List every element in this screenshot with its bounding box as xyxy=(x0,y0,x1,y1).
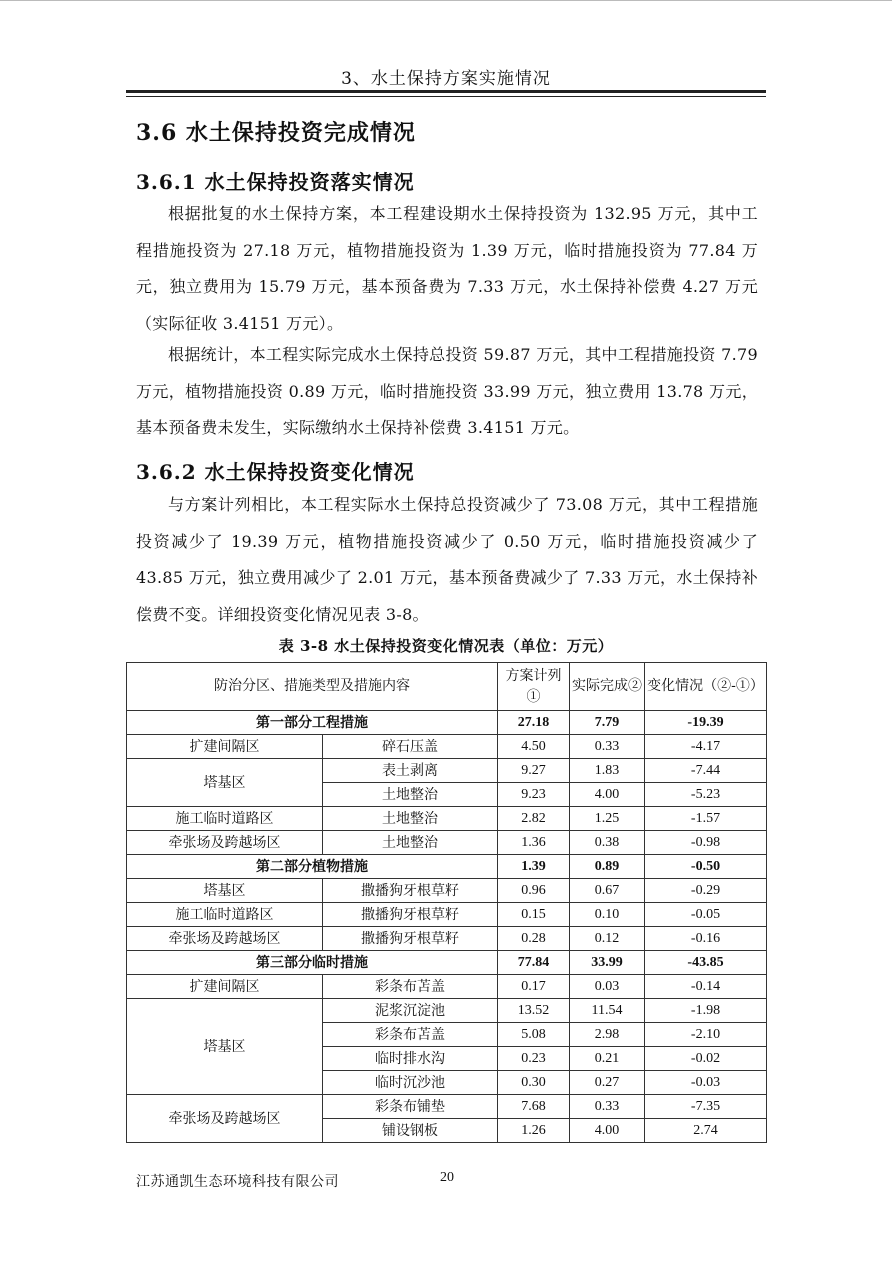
actual-value: 0.27 xyxy=(570,1071,645,1095)
zone-cell: 扩建间隔区 xyxy=(127,975,323,999)
table-row xyxy=(127,999,767,1023)
paragraph-actual-investment: 根据统计，本工程实际完成水土保持总投资 59.87 万元，其中工程措施投资 7.79 万元，植物措施投资 0.89 万元，临时措施投资 33.99 万元，独立费用 13.78 万元，基本预备费未发生，实际缴纳水土保持补偿费 3.4151 万元。 xyxy=(136,345,758,438)
plan-value: 1.39 xyxy=(498,855,570,879)
change-value: -2.10 xyxy=(645,1023,767,1047)
zone-cell: 塔基区 xyxy=(127,879,323,903)
paragraph-investment-change: 与方案计列相比，本工程实际水土保持总投资减少了 73.08 万元，其中工程措施投资减少了 19.39 万元，植物措施投资减少了 0.50 万元，临时措施投资减少了 43.85 万元，独立费用减少了 2.01 万元，基本预备费减少了 7.33 万元，水土保持补偿费不变。详细投资变化情况见表 3-8。 xyxy=(136,495,758,624)
change-value: -19.39 xyxy=(645,711,767,735)
change-value: -0.14 xyxy=(645,975,767,999)
change-value: -7.35 xyxy=(645,1095,767,1119)
table-row xyxy=(127,807,767,831)
actual-value: 0.33 xyxy=(570,1095,645,1119)
table-header-row xyxy=(127,663,767,711)
measure-cell: 撒播狗牙根草籽 xyxy=(323,879,498,903)
investment-change-table xyxy=(126,662,767,1143)
measure-cell: 土地整治 xyxy=(323,831,498,855)
section-row-temporary xyxy=(127,951,767,975)
header-item: 防治分区、措施类型及措施内容 xyxy=(127,663,498,711)
plan-value: 4.50 xyxy=(498,735,570,759)
table-row xyxy=(127,927,767,951)
actual-value: 4.00 xyxy=(570,783,645,807)
measure-cell: 临时排水沟 xyxy=(323,1047,498,1071)
change-value: -0.03 xyxy=(645,1071,767,1095)
header-rule-thick xyxy=(126,90,766,93)
table-row xyxy=(127,759,767,783)
measure-cell: 彩条布铺垫 xyxy=(323,1095,498,1119)
actual-value: 33.99 xyxy=(570,951,645,975)
measure-cell: 土地整治 xyxy=(323,807,498,831)
plan-value: 5.08 xyxy=(498,1023,570,1047)
header-actual: 实际完成② xyxy=(570,663,645,711)
plan-value: 0.96 xyxy=(498,879,570,903)
actual-value: 4.00 xyxy=(570,1119,645,1143)
plan-value: 0.30 xyxy=(498,1071,570,1095)
page-number: 20 xyxy=(440,1170,454,1185)
plan-value: 0.17 xyxy=(498,975,570,999)
zone-cell: 施工临时道路区 xyxy=(127,903,323,927)
actual-value: 0.21 xyxy=(570,1047,645,1071)
table-row xyxy=(127,903,767,927)
running-header-title: 3、水土保持方案实施情况 xyxy=(341,69,551,89)
section-title: 第三部分临时措施 xyxy=(127,951,498,975)
page-top-edge xyxy=(0,0,892,1)
actual-value: 0.33 xyxy=(570,735,645,759)
measure-cell: 彩条布苫盖 xyxy=(323,1023,498,1047)
actual-value: 0.38 xyxy=(570,831,645,855)
measure-cell: 临时沉沙池 xyxy=(323,1071,498,1095)
plan-value: 77.84 xyxy=(498,951,570,975)
subsection-heading-2: 3.6.2 水土保持投资变化情况 xyxy=(136,460,415,484)
change-value: -7.44 xyxy=(645,759,767,783)
zone-cell: 塔基区 xyxy=(127,999,323,1095)
actual-value: 7.79 xyxy=(570,711,645,735)
plan-value: 1.26 xyxy=(498,1119,570,1143)
plan-value: 1.36 xyxy=(498,831,570,855)
table-row xyxy=(127,735,767,759)
plan-value: 0.28 xyxy=(498,927,570,951)
actual-value: 11.54 xyxy=(570,999,645,1023)
measure-cell: 彩条布苫盖 xyxy=(323,975,498,999)
zone-cell: 牵张场及跨越场区 xyxy=(127,1095,323,1143)
change-value: -0.05 xyxy=(645,903,767,927)
header-change: 变化情况（②-①） xyxy=(645,663,767,711)
plan-value: 2.82 xyxy=(498,807,570,831)
measure-cell: 泥浆沉淀池 xyxy=(323,999,498,1023)
measure-cell: 铺设钢板 xyxy=(323,1119,498,1143)
subsection-heading-1: 3.6.1 水土保持投资落实情况 xyxy=(136,170,415,194)
actual-value: 0.67 xyxy=(570,879,645,903)
actual-value: 1.83 xyxy=(570,759,645,783)
section-row-engineering xyxy=(127,711,767,735)
actual-value: 0.10 xyxy=(570,903,645,927)
measure-cell: 碎石压盖 xyxy=(323,735,498,759)
measure-cell: 表土剥离 xyxy=(323,759,498,783)
actual-value: 2.98 xyxy=(570,1023,645,1047)
zone-cell: 塔基区 xyxy=(127,759,323,807)
plan-value: 0.23 xyxy=(498,1047,570,1071)
paragraph-approved-investment: 根据批复的水土保持方案，本工程建设期水土保持投资为 132.95 万元，其中工程措施投资为 27.18 万元，植物措施投资为 1.39 万元，临时措施投资为 77.84 万元，独立费用为 15.79 万元，基本预备费为 7.33 万元，水土保持补偿费 4.27 万元（实际征收 3.4151 万元）。 xyxy=(136,204,758,333)
table-row xyxy=(127,1095,767,1119)
section-title: 第一部分工程措施 xyxy=(127,711,498,735)
change-value: -4.17 xyxy=(645,735,767,759)
plan-value: 0.15 xyxy=(498,903,570,927)
change-value: -5.23 xyxy=(645,783,767,807)
change-value: -0.98 xyxy=(645,831,767,855)
change-value: -0.16 xyxy=(645,927,767,951)
table-caption: 表 3-8 水土保持投资变化情况表（单位：万元） xyxy=(278,637,614,655)
measure-cell: 撒播狗牙根草籽 xyxy=(323,927,498,951)
change-value: -43.85 xyxy=(645,951,767,975)
measure-cell: 撒播狗牙根草籽 xyxy=(323,903,498,927)
actual-value: 0.12 xyxy=(570,927,645,951)
change-value: -0.50 xyxy=(645,855,767,879)
section-title: 第二部分植物措施 xyxy=(127,855,498,879)
table-row xyxy=(127,975,767,999)
change-value: 2.74 xyxy=(645,1119,767,1143)
plan-value: 13.52 xyxy=(498,999,570,1023)
zone-cell: 扩建间隔区 xyxy=(127,735,323,759)
actual-value: 0.03 xyxy=(570,975,645,999)
change-value: -1.57 xyxy=(645,807,767,831)
plan-value: 27.18 xyxy=(498,711,570,735)
actual-value: 1.25 xyxy=(570,807,645,831)
change-value: -0.29 xyxy=(645,879,767,903)
section-row-vegetation xyxy=(127,855,767,879)
header-plan: 方案计列① xyxy=(498,663,570,711)
measure-cell: 土地整治 xyxy=(323,783,498,807)
table-row xyxy=(127,831,767,855)
plan-value: 9.27 xyxy=(498,759,570,783)
change-value: -0.02 xyxy=(645,1047,767,1071)
actual-value: 0.89 xyxy=(570,855,645,879)
plan-value: 9.23 xyxy=(498,783,570,807)
table-row xyxy=(127,879,767,903)
plan-value: 7.68 xyxy=(498,1095,570,1119)
footer-company: 江苏通凯生态环境科技有限公司 xyxy=(136,1174,339,1190)
change-value: -1.98 xyxy=(645,999,767,1023)
zone-cell: 施工临时道路区 xyxy=(127,807,323,831)
zone-cell: 牵张场及跨越场区 xyxy=(127,927,323,951)
header-rule-thin xyxy=(126,96,766,97)
section-heading: 3.6 水土保持投资完成情况 xyxy=(136,120,416,146)
zone-cell: 牵张场及跨越场区 xyxy=(127,831,323,855)
